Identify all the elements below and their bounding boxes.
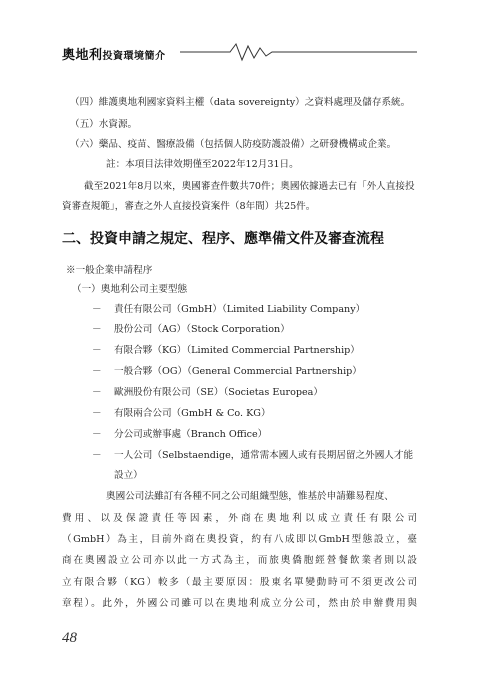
paragraph2-line5: 立有限合夥（KG）較多（最主要原因：股東名單變動時可不須更改公司 [62, 577, 417, 588]
company-type: 有限兩合公司（GmbH & Co. KG） [114, 408, 271, 419]
list-item [92, 303, 365, 317]
dash: － [92, 408, 102, 419]
header-title-main: 奧地利 [62, 48, 103, 63]
law-note: 註：本項目法律效期僅至2022年12月31日。 [106, 159, 299, 170]
list-item [92, 428, 267, 442]
company-type: 有限合夥（KG）（Limited Commercial Partnership） [114, 345, 360, 356]
paragraph2-line6: 章程）。此外，外國公司雖可以在奧地利成立分公司，然由於申辦費用與 [62, 598, 417, 609]
list-item [92, 344, 360, 358]
dash: － [92, 324, 102, 335]
dash: － [92, 450, 102, 461]
paragraph1-line2: 資審查規範」，審查之外人直接投資案件（8年間）共25件。 [62, 201, 316, 212]
dash: － [92, 366, 102, 377]
list-item-6: （六）藥品、疫苗、醫療設備（包括個人防疫防護設備）之研發機構或企業。 [70, 139, 397, 150]
company-type: 一般合夥（OG）（General Commercial Partnership） [114, 366, 362, 377]
dash: － [92, 304, 102, 315]
list-item-4: （四）維護奧地利國家資料主權（data sovereignty）之資料處理及儲存系統。 [70, 97, 411, 108]
paragraph2-line2: 費用、以及保證責任等因素，外商在奧地利以成立責任有限公司 [62, 513, 417, 524]
company-type: 一人公司（Selbstaendige，通常需本國人或有長期居留之外國人才能 [114, 450, 414, 461]
page-header [62, 40, 417, 70]
company-type: 歐洲股份有限公司（SE）（Societas Europea） [114, 387, 323, 398]
paragraph2-line3: （GmbH）為主，目前外商在奧投資，約有八成即以GmbH型態設立，臺 [62, 534, 417, 545]
list-item [92, 386, 323, 400]
paragraph2-line4: 商在奧國設立公司亦以此一方式為主，而旅奧僑胞經營餐飲業者則以設 [62, 555, 417, 566]
company-type-continuation: 設立） [114, 470, 143, 481]
list-item [92, 449, 413, 463]
section-title: 二、投資申請之規定、程序、應準備文件及審查流程 [62, 231, 384, 247]
company-type: 分公司或辦事處（Branch Office） [114, 429, 268, 440]
dash: － [92, 387, 102, 398]
header-title [62, 44, 166, 63]
sub-title: （一）奧地利公司主要型態 [72, 284, 188, 295]
header-title-sub: 投資環境簡介 [102, 51, 166, 62]
page-number: 48 [62, 630, 77, 646]
company-type: 股份公司（AG）（Stock Corporation） [114, 324, 290, 335]
general-label: ※一般企業申請程序 [66, 265, 153, 276]
list-item [92, 365, 362, 379]
dash: － [92, 429, 102, 440]
dash: － [92, 345, 102, 356]
paragraph2-line1: 奧國公司法雖訂有各種不同之公司組織型態，惟基於申請難易程度、 [106, 491, 394, 502]
list-item-5: （五）水資源。 [70, 119, 138, 130]
list-item [92, 323, 290, 337]
company-type: 責任有限公司（GmbH）（Limited Liability Company） [114, 304, 366, 315]
paragraph1-line1: 截至2021年8月以來，奧國審查件數共70件；奧國依據過去已有「外人直接投 [84, 181, 415, 192]
list-item [92, 407, 271, 421]
